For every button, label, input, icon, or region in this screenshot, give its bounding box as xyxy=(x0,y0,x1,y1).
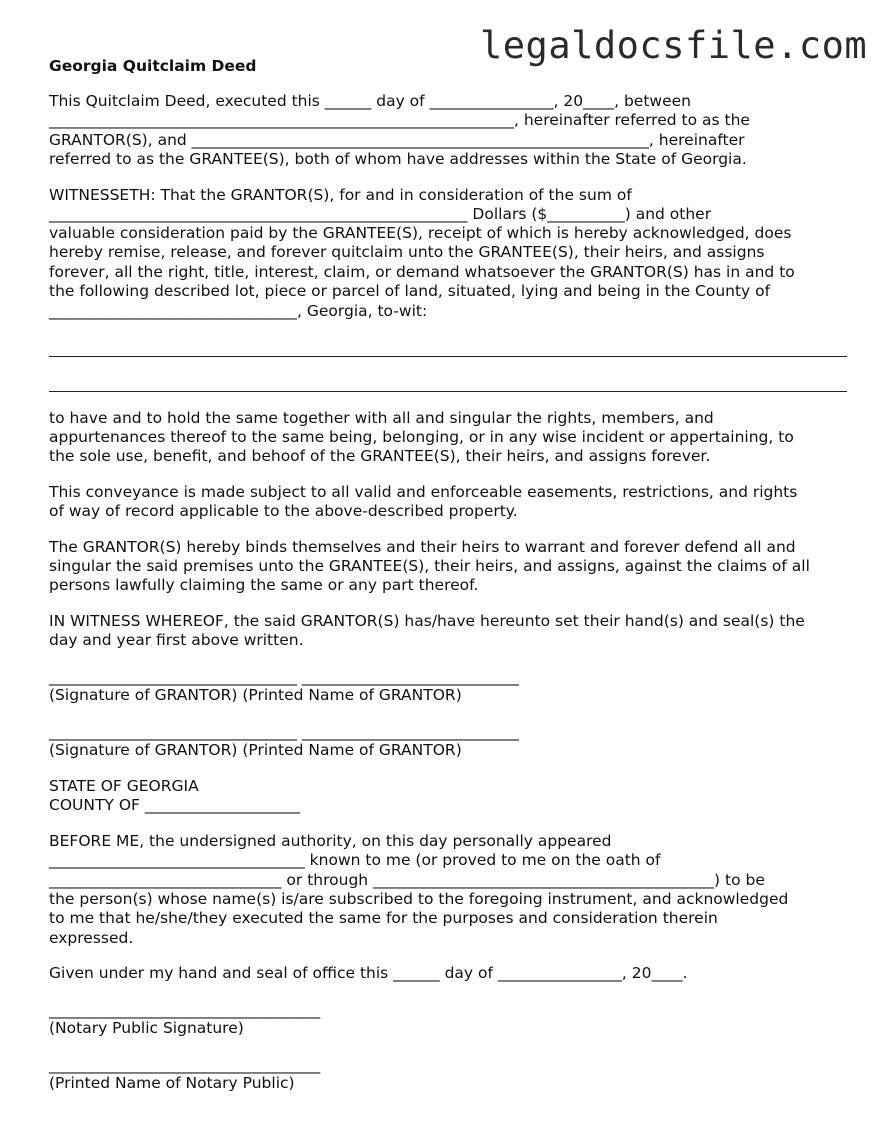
notary-signature-line: ___________________________________ xyxy=(49,1001,321,1019)
notary-name-label: (Printed Name of Notary Public) xyxy=(49,1074,295,1092)
conveyance-line-1: This conveyance is made subject to all valid and enforceable easements, restrictions, and rights xyxy=(49,483,798,501)
witnesseth-line-1: WITNESSETH: That the GRANTOR(S), for and in consideration of the sum of xyxy=(49,186,632,204)
conveyance-line-2: of way of record applicable to the above-described property. xyxy=(49,502,518,520)
grantor-signature-label-2: (Signature of GRANTOR) (Printed Name of GRANTOR) xyxy=(49,741,462,759)
witnesseth-line-6: the following described lot, piece or parcel of land, situated, lying and being in the County of xyxy=(49,282,771,300)
in-witness-line-2: day and year first above written. xyxy=(49,631,304,649)
intro-line-3: GRANTOR(S), and ___________________________________________________________, hereinafter xyxy=(49,131,745,149)
notary-line-5: to me that he/she/they executed the same for the purposes and consideration therein xyxy=(49,909,718,927)
grantor-signature-line-2: ________________________________ ____________________________ xyxy=(49,723,519,741)
document-title: Georgia Quitclaim Deed xyxy=(49,57,257,75)
notary-line-4: the person(s) whose name(s) is/are subscribed to the foregoing instrument, and acknowledged xyxy=(49,890,789,908)
intro-line-2: ____________________________________________________________, hereinafter referred to as the xyxy=(49,111,750,129)
county-heading: COUNTY OF ____________________ xyxy=(49,796,300,814)
witnesseth-line-2: ______________________________________________________ Dollars ($__________) and other xyxy=(49,205,712,223)
habendum-line-3: the sole use, benefit, and behoof of the GRANTEE(S), their heirs, and assigns forever. xyxy=(49,447,711,465)
legal-description-line-1 xyxy=(49,356,847,357)
notary-line-1: BEFORE ME, the undersigned authority, on this day personally appeared xyxy=(49,832,612,850)
notary-line-6: expressed. xyxy=(49,929,134,947)
warranty-line-2: singular the said premises unto the GRANTEE(S), their heirs, and assigns, against the claims of all xyxy=(49,557,810,575)
warranty-line-1: The GRANTOR(S) hereby binds themselves and their heirs to warrant and forever defend all and xyxy=(49,538,796,556)
given-under-hand: Given under my hand and seal of office this ______ day of ________________, 20____. xyxy=(49,964,688,982)
witnesseth-line-7: ________________________________, Georgia, to-wit: xyxy=(49,302,428,320)
grantor-signature-label-1: (Signature of GRANTOR) (Printed Name of GRANTOR) xyxy=(49,686,462,704)
watermark: legaldocsfile.com xyxy=(480,24,868,67)
in-witness-line-1: IN WITNESS WHEREOF, the said GRANTOR(S) has/have hereunto set their hand(s) and seal(s) the xyxy=(49,612,805,630)
intro-line-4: referred to as the GRANTEE(S), both of whom have addresses within the State of Georgia. xyxy=(49,150,747,168)
habendum-line-1: to have and to hold the same together with all and singular the rights, members, and xyxy=(49,409,714,427)
witnesseth-line-4: hereby remise, release, and forever quitclaim unto the GRANTEE(S), their heirs, and assigns xyxy=(49,243,765,261)
witnesseth-line-3: valuable consideration paid by the GRANTEE(S), receipt of which is hereby acknowledged, does xyxy=(49,224,792,242)
habendum-line-2: appurtenances thereof to the same being, belonging, or in any wise incident or appertaining, to xyxy=(49,428,794,446)
witnesseth-line-5: forever, all the right, title, interest, claim, or demand whatsoever the GRANTOR(S) has in and to xyxy=(49,263,795,281)
notary-line-2: _________________________________ known to me (or proved to me on the oath of xyxy=(49,851,661,869)
legal-description-line-2 xyxy=(49,391,847,392)
grantor-signature-line-1: ________________________________ ____________________________ xyxy=(49,668,519,686)
notary-name-line: ___________________________________ xyxy=(49,1056,321,1074)
state-heading: STATE OF GEORGIA xyxy=(49,777,199,795)
notary-line-3: ______________________________ or through ____________________________________________) to be xyxy=(49,871,765,889)
notary-signature-label: (Notary Public Signature) xyxy=(49,1019,244,1037)
warranty-line-3: persons lawfully claiming the same or any part thereof. xyxy=(49,576,479,594)
intro-line-1: This Quitclaim Deed, executed this ______ day of ________________, 20____, between xyxy=(49,92,691,110)
